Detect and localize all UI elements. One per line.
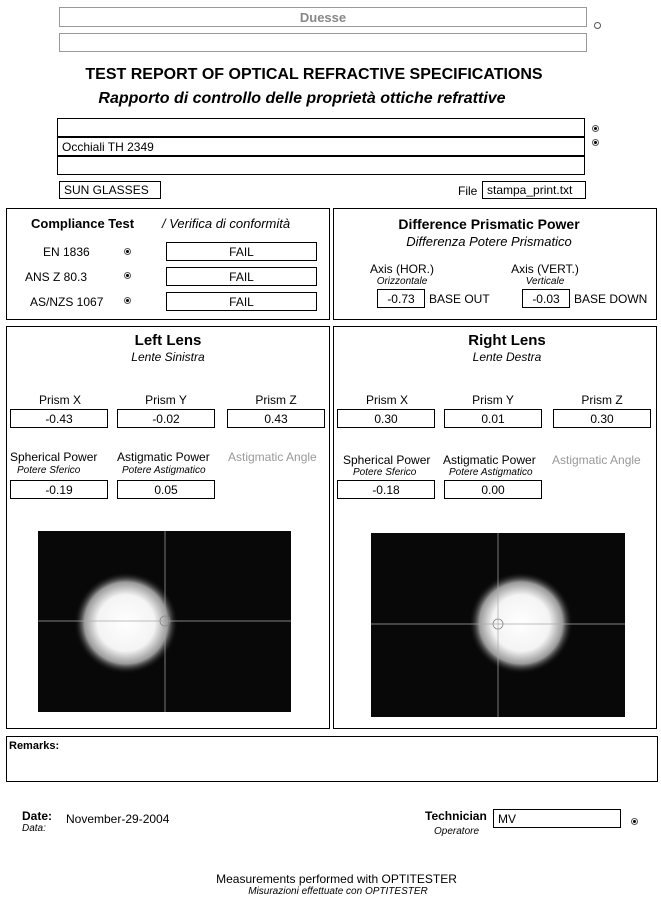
compliance-title-it: / Verifica di conformità xyxy=(162,216,291,231)
category-field[interactable] xyxy=(59,181,161,199)
right-astigmatic-text: 0.00 xyxy=(481,482,505,497)
remarks-label: Remarks: xyxy=(9,740,60,752)
product-name-radio[interactable] xyxy=(592,139,599,146)
right-spherical-label-it: Potere Sferico xyxy=(353,467,417,478)
right-lens-image xyxy=(371,533,625,717)
right-prism-y-label: Prism Y xyxy=(472,393,514,407)
compliance-result-text: FAIL xyxy=(229,294,254,309)
prismatic-title: Difference Prismatic Power xyxy=(398,216,580,232)
date-value: November-29-2004 xyxy=(66,812,170,826)
axis-vert-value-text: -0.03 xyxy=(532,291,560,306)
file-label: File xyxy=(458,184,478,198)
left-prism-y-text: -0.02 xyxy=(152,411,180,426)
axis-hor-label-it: Orizzontale xyxy=(376,276,428,287)
left-spherical-label: Spherical Power xyxy=(10,450,98,464)
left-lens-image xyxy=(38,531,291,712)
right-astigmatic-value xyxy=(444,480,542,499)
measured-note-it: Misurazioni effettuate con OPTITESTER xyxy=(248,886,428,897)
compliance-title: Compliance Test xyxy=(31,216,135,231)
right-lens-title-it: Lente Destra xyxy=(472,350,542,364)
right-lens-title: Right Lens xyxy=(468,332,546,349)
right-lens-spot xyxy=(371,533,625,717)
right-prism-z-label: Prism Z xyxy=(581,393,623,407)
right-spherical-text: -0.18 xyxy=(372,482,400,497)
right-astigmatic-label: Astigmatic Power xyxy=(443,453,536,467)
measured-note: Measurements performed with OPTITESTER xyxy=(216,872,457,886)
technician-field[interactable] xyxy=(493,809,621,828)
left-astigmatic-value xyxy=(117,480,215,499)
category-text: SUN GLASSES xyxy=(64,183,149,197)
axis-vert-value xyxy=(522,289,570,308)
left-prism-y-label: Prism Y xyxy=(145,393,187,407)
light-spot xyxy=(469,572,573,674)
right-prism-z-value xyxy=(553,409,651,428)
product-name: Occhiali TH 2349 xyxy=(62,139,154,154)
left-prism-x-label: Prism X xyxy=(39,393,81,407)
left-prism-x-text: -0.43 xyxy=(45,411,73,426)
left-prism-z-text: 0.43 xyxy=(264,411,288,426)
right-spherical-label: Spherical Power xyxy=(343,453,431,467)
left-astigmatic-label-it: Potere Astigmatico xyxy=(122,465,206,476)
technician-radio[interactable] xyxy=(631,818,638,825)
axis-hor-direction: BASE OUT xyxy=(429,292,490,306)
right-prism-x-value xyxy=(337,409,435,428)
light-spot xyxy=(74,572,178,674)
right-prism-z-text: 0.30 xyxy=(590,411,614,426)
left-lens-title-it: Lente Sinistra xyxy=(131,350,205,364)
right-prism-y-value xyxy=(444,409,542,428)
compliance-result xyxy=(166,267,317,286)
left-spherical-text: -0.19 xyxy=(45,482,73,497)
company-name: Duesse xyxy=(299,9,347,25)
compliance-result xyxy=(166,242,317,261)
technician-label: Technician xyxy=(425,809,487,823)
left-lens-title: Left Lens xyxy=(134,332,202,349)
date-label: Date: xyxy=(22,809,53,823)
right-astigmatic-label-it: Potere Astigmatico xyxy=(449,467,533,478)
info-line-1[interactable] xyxy=(57,118,585,137)
axis-vert-direction: BASE DOWN xyxy=(574,292,648,306)
date-label-it: Data: xyxy=(22,823,46,834)
compliance-result-text: FAIL xyxy=(229,269,254,284)
axis-vert-label: Axis (VERT.) xyxy=(511,262,579,276)
left-prism-z-label: Prism Z xyxy=(255,393,297,407)
file-name-field[interactable] xyxy=(482,181,586,199)
standard-radio[interactable] xyxy=(124,272,131,279)
left-astig-angle-label: Astigmatic Angle xyxy=(228,450,317,464)
axis-hor-value-text: -0.73 xyxy=(387,291,415,306)
right-prism-x-label: Prism X xyxy=(366,393,408,407)
standard-radio[interactable] xyxy=(124,248,131,255)
product-name-field[interactable] xyxy=(57,137,585,156)
left-prism-y-value xyxy=(117,409,215,428)
compliance-result-text: FAIL xyxy=(229,244,254,259)
standard-label: EN 1836 xyxy=(43,245,90,259)
technician-label-it: Operatore xyxy=(434,826,480,837)
report-subtitle: Rapporto di controllo delle proprietà ottiche refrattive xyxy=(98,90,506,107)
file-name: stampa_print.txt xyxy=(487,183,573,197)
standard-label: ANS Z 80.3 xyxy=(25,270,88,284)
compliance-result xyxy=(166,292,317,311)
left-spherical-label-it: Potere Sferico xyxy=(17,465,81,476)
info-line-1-radio[interactable] xyxy=(592,125,599,132)
prismatic-title-it: Differenza Potere Prismatico xyxy=(406,234,572,249)
axis-hor-label: Axis (HOR.) xyxy=(370,262,434,276)
company-radio[interactable] xyxy=(594,22,601,29)
header-blank-field[interactable] xyxy=(59,33,587,52)
company-field[interactable] xyxy=(59,7,587,27)
left-lens-spot xyxy=(38,531,291,712)
report-title: TEST REPORT OF OPTICAL REFRACTIVE SPECIFICATIONS xyxy=(85,66,543,83)
left-prism-z-value xyxy=(227,409,325,428)
left-spherical-value xyxy=(10,480,108,499)
left-prism-x-value xyxy=(10,409,108,428)
left-astigmatic-text: 0.05 xyxy=(154,482,178,497)
axis-vert-label-it: Verticale xyxy=(525,276,565,287)
info-line-3[interactable] xyxy=(57,156,585,175)
standard-label: AS/NZS 1067 xyxy=(30,295,104,309)
remarks-panel[interactable] xyxy=(6,736,658,782)
right-spherical-value xyxy=(337,480,435,499)
right-astig-angle-label: Astigmatic Angle xyxy=(552,453,641,467)
left-astigmatic-label: Astigmatic Power xyxy=(117,450,210,464)
technician-value: MV xyxy=(498,811,516,826)
right-prism-x-text: 0.30 xyxy=(374,411,398,426)
axis-hor-value xyxy=(377,289,425,308)
standard-radio[interactable] xyxy=(124,297,131,304)
right-prism-y-text: 0.01 xyxy=(481,411,505,426)
